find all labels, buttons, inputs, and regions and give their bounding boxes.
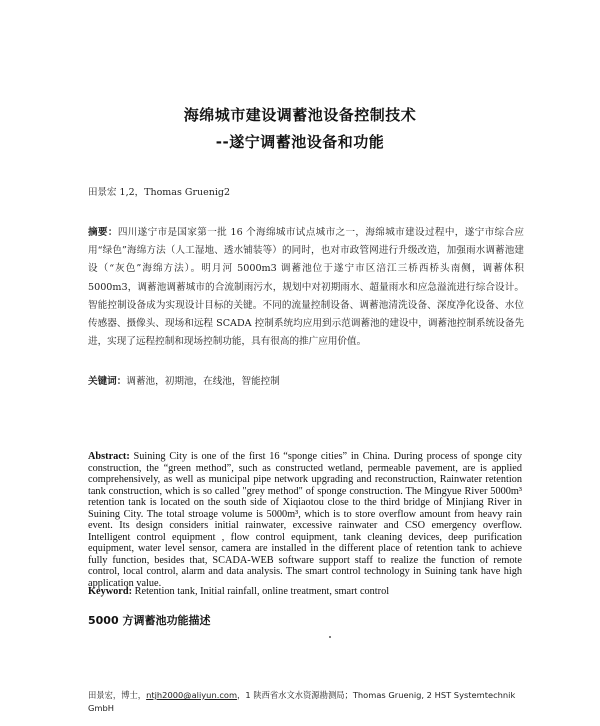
author-email-link[interactable]: ntjh2000@aliyun.com — [146, 690, 238, 700]
speck-mark — [329, 636, 331, 638]
chinese-abstract — [88, 224, 524, 351]
english-abstract — [88, 451, 522, 590]
paper-title-line2: --遂宁调蓄池设备和功能 — [215, 133, 385, 151]
english-keywords — [88, 586, 522, 598]
chinese-keywords-text: 调蓄池，初期池，在线池，智能控制 — [126, 376, 280, 387]
english-abstract-label: Abstract: — [88, 451, 130, 462]
chinese-abstract-label: 摘要： — [88, 227, 118, 238]
footnote-prefix: 田景宏，博士， — [88, 690, 147, 700]
english-abstract-text: Suining City is one of the first 16 “sponge cities” in China. During process of sponge city construction, the “green method”, such as constructed wetland, permeable pavement, are is applied comprehensively, as well as municipal pipe network upgrading and reconstruction, Rainwater retention tank construction, which is so called "grey method" of sponge construction. The Mingyue River 5000m³ retention tank is located on the south side of Xiqiaotou close to the third bridge of Minjiang River in Suining City. The total stroage volume is 5000m³, which is to store overflow amount from heavy rain event. Its design considers initial rainwater, excessive rainwater and CSO emergency overflow. Intelligent control equipment , flow control equipment, tank cleaning devices, deep purification equipment, water level sensor, camera are installed in the different place of retention tank to achieve fully function, besides that, SCADA-WEB software support staff to realize the function of remote control, local control, alarm and data analysis. The smart control technology in Suining tank have high application value. — [88, 451, 522, 590]
chinese-abstract-text: 四川遂宁市是国家第一批 16 个海绵城市试点城市之一，海绵城市建设过程中，遂宁市综合应用“绿色”海绵方法（人工湿地、透水铺装等）的同时，也对市政管网进行升级改造，加强雨水调蓄池建设（“灰色”海绵方法）。明月河 5000m3 调蓄池位于遂宁市区涪江三桥西桥头南侧，调蓄体积 5000m3，调蓄池调蓄城市的合流制雨污水，规划中对初期雨水、超量雨水和应急溢流进行综合设计。智能控制设备成为实现设计目标的关键。不同的流量控制设备、调蓄池清洗设备、深度净化设备、水位传感器、摄像头、现场和远程 SCADA 控制系统均应用到示范调蓄池的建设中，调蓄池控制系统设备先进，实现了远程控制和现场控制功能，具有很高的推广应用价值。 — [88, 227, 524, 348]
footnote-suffix: ，1 陕西省水文水资源勘测局；Thomas Gruenig, 2 HST Systemtechnik GmbH — [88, 690, 516, 713]
english-keywords-text: Retention tank, Initial rainfall, online treatment, smart control — [134, 586, 390, 597]
author-line: 田景宏 1,2，Thomas Gruenig2 — [88, 187, 231, 198]
section-heading: 5000 方调蓄池功能描述 — [88, 614, 211, 627]
english-keywords-label: Keyword: — [88, 586, 133, 597]
paper-title-line1: 海绵城市建设调蓄池设备控制技术 — [183, 106, 417, 124]
chinese-keywords — [88, 375, 524, 389]
chinese-keywords-label: 关键词： — [88, 376, 127, 387]
footnote — [88, 689, 528, 714]
